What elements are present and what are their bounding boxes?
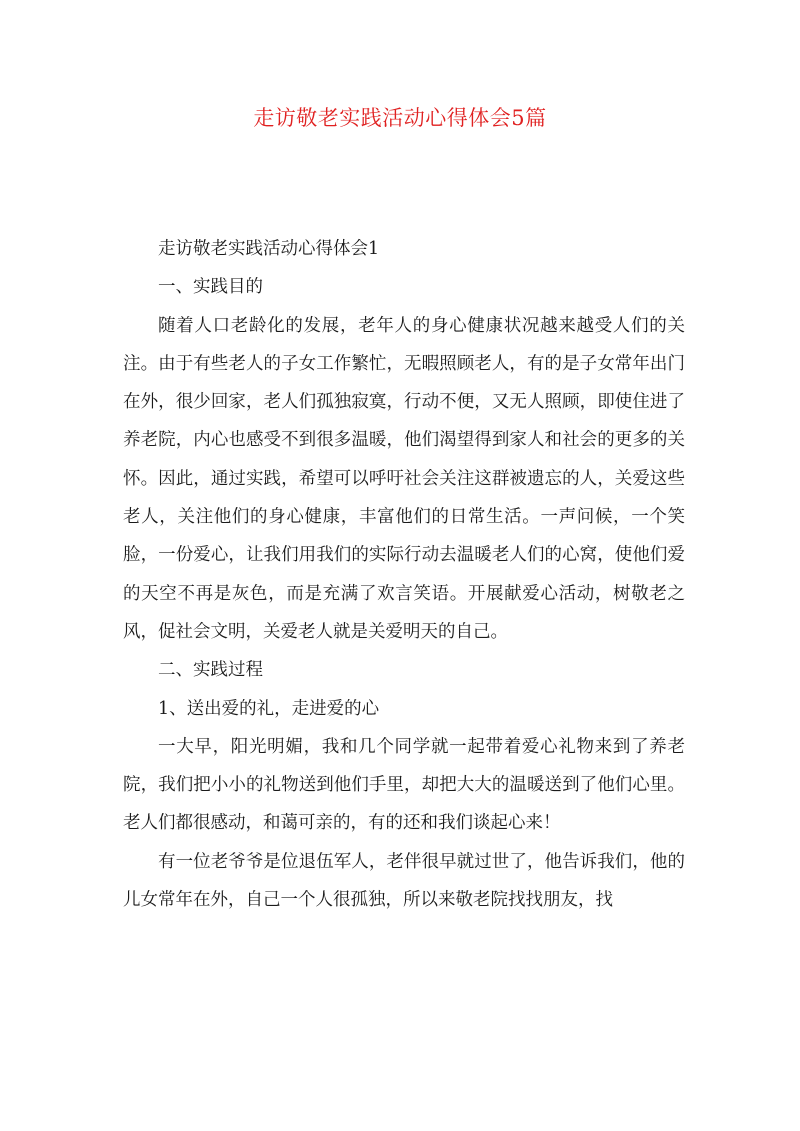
body-paragraph: 随着人口老龄化的发展，老年人的身心健康状况越来越受人们的关注。由于有些老人的子女工作繁忙，无暇照顾老人，有的是子女常年出门在外，很少回家，老人们孤独寂寞，行动不便，又无人照顾，即使住进了养老院，内心也感受不到很多温暖，他们渴望得到家人和社会的更多的关怀。因此，通过实践，希望可以呼吁社会关注这群被遗忘的人，关爱这些老人，关注他们的身心健康，丰富他们的日常生活。一声问候，一个笑脸，一份爱心，让我们用我们的实际行动去温暖老人们的心窝，使他们爱的天空不再是灰色，而是充满了欢言笑语。开展献爱心活动，树敬老之风，促社会文明，关爱老人就是关爱明天的自己。 — [123, 315, 685, 642]
document-body — [123, 230, 685, 919]
subsection-heading: 1、送出爱的礼，走进爱的心 — [158, 698, 380, 719]
body-paragraph: 有一位老爷爷是位退伍军人，老伴很早就过世了，他告诉我们，他的儿女常年在外，自己一个人很孤独，所以来敬老院找找朋友，找 — [123, 851, 685, 911]
subsection-heading: 二、实践过程 — [158, 660, 263, 681]
subsection-heading: 一、实践目的 — [158, 277, 263, 298]
section-heading: 走访敬老实践活动心得体会1 — [158, 239, 380, 259]
document-title: 走访敬老实践活动心得体会5篇 — [253, 106, 547, 130]
body-paragraph: 一大早，阳光明媚，我和几个同学就一起带着爱心礼物来到了养老院，我们把小小的礼物送到他们手里，却把大大的温暖送到了他们心里。老人们都很感动，和蔼可亲的，有的还和我们谈起心来！ — [123, 736, 685, 834]
